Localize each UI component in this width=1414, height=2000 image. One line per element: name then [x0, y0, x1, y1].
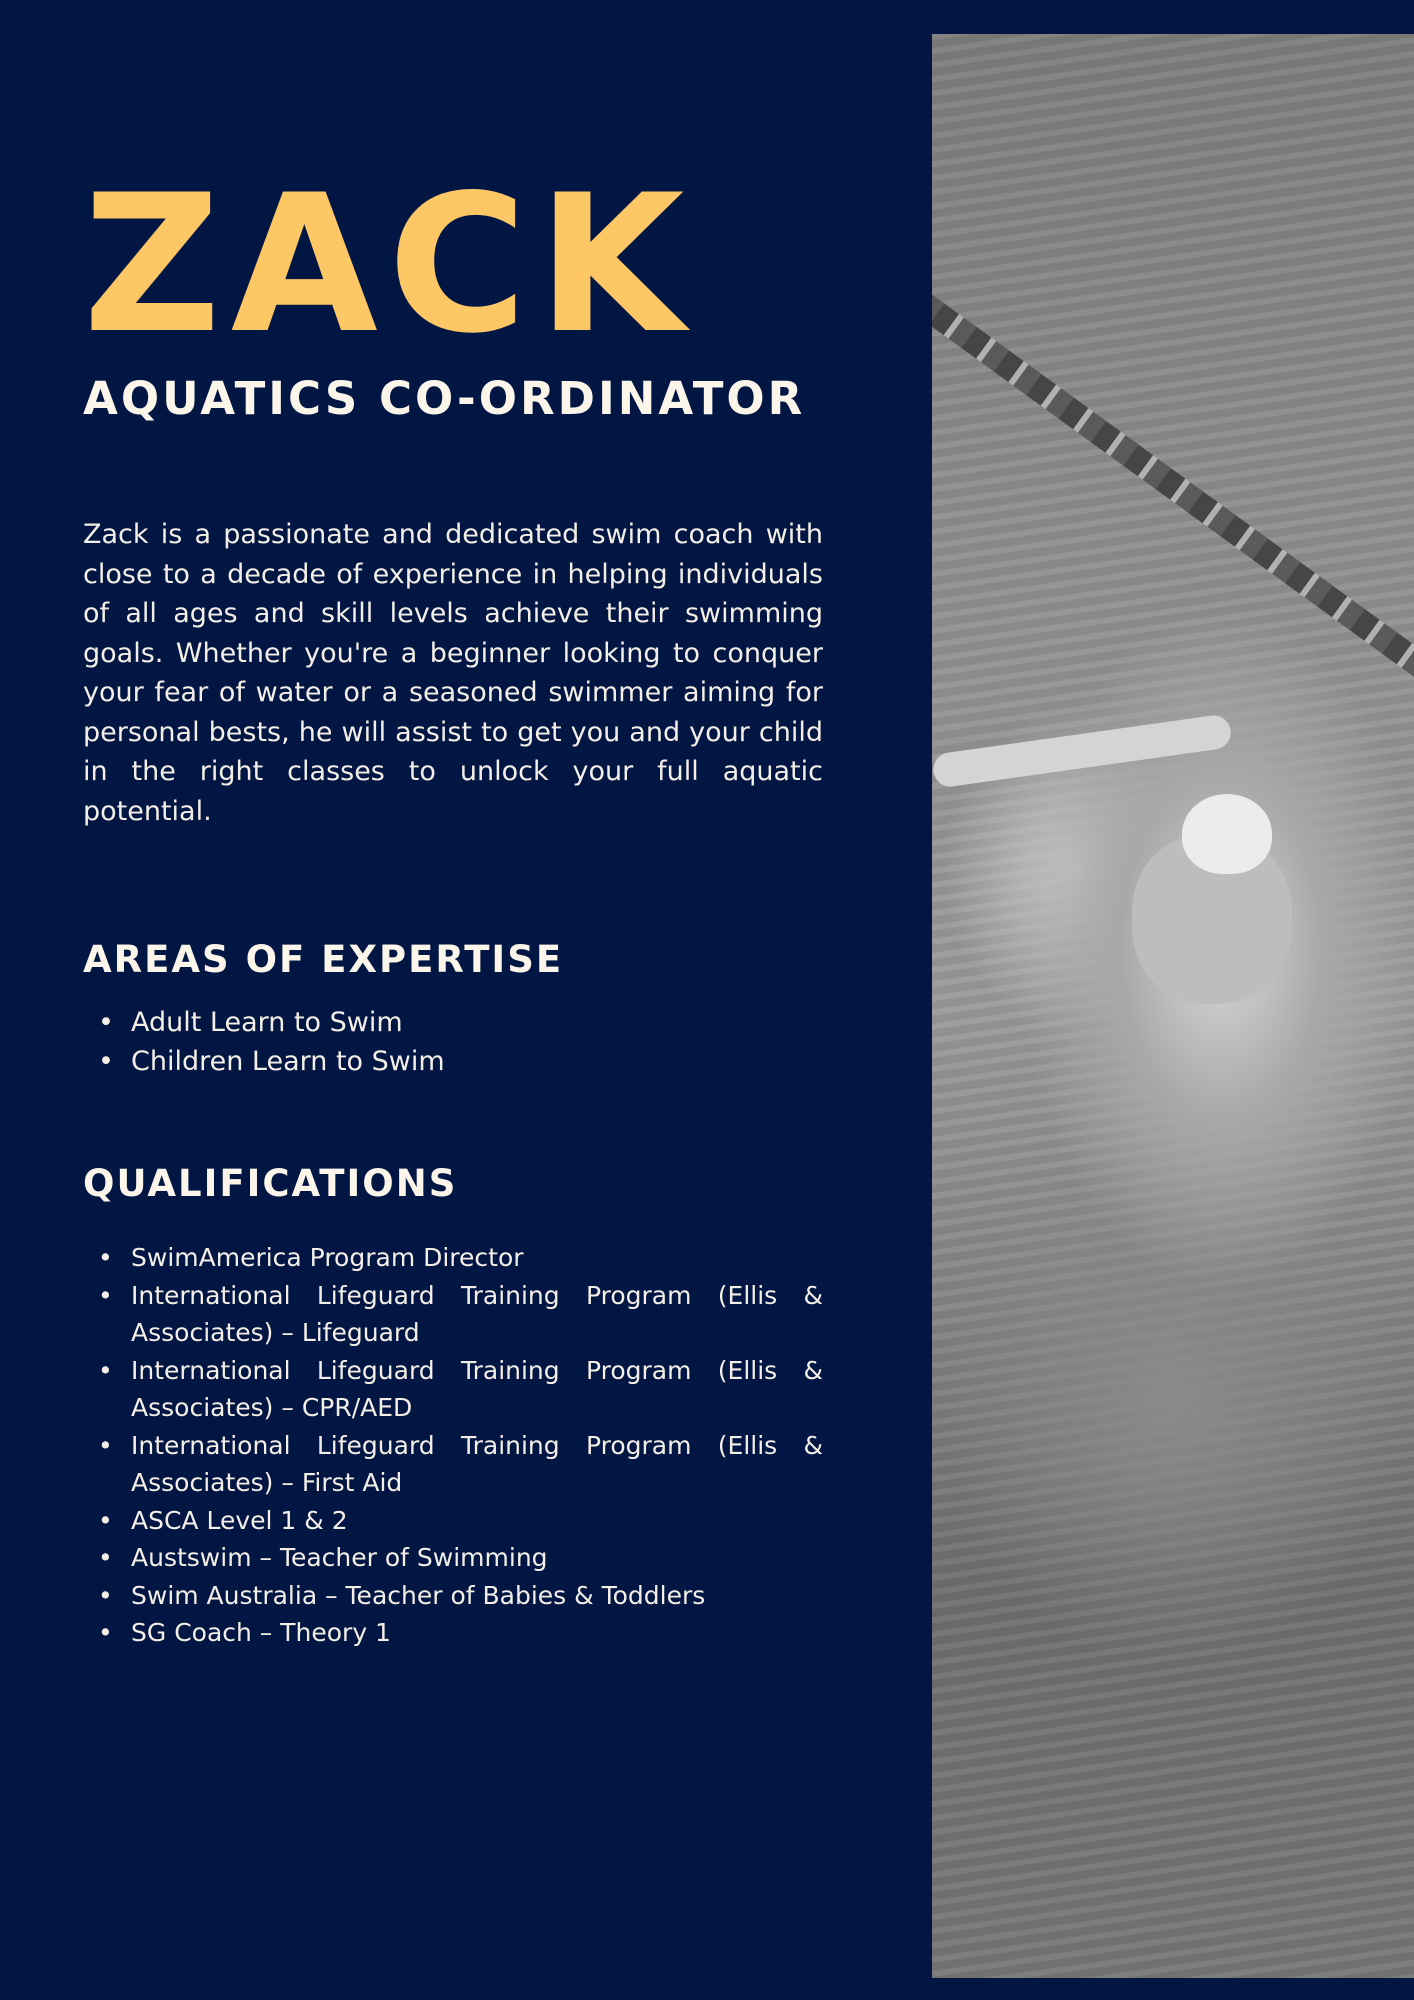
list-item: • SG Coach – Theory 1 — [83, 1614, 823, 1652]
expertise-list — [83, 1003, 823, 1081]
qualifications-heading: QUALIFICATIONS — [83, 1162, 458, 1205]
coach-name: ZACK — [83, 154, 695, 375]
list-item: • Swim Australia – Teacher of Babies & Toddlers — [83, 1577, 823, 1615]
swim-cap — [1182, 794, 1272, 874]
list-item: • International Lifeguard Training Program (Ellis & Associates) – Lifeguard — [83, 1277, 823, 1352]
list-item: • International Lifeguard Training Program (Ellis & Associates) – First Aid — [83, 1427, 823, 1502]
swimmer-arm — [932, 713, 1233, 788]
expertise-heading: AREAS OF EXPERTISE — [83, 938, 564, 981]
coach-bio: Zack is a passionate and dedicated swim coach with close to a decade of experience in helping individuals of all ages and skill levels achieve their swimming goals. Whether you're a beginner looking to conquer your fear of water or a seasoned swimmer aiming for personal bests, he will assist to get you and your child in the right classes to unlock your full aquatic potential. — [83, 519, 823, 827]
swimmer-photo — [932, 34, 1414, 1978]
list-item: • Children Learn to Swim — [83, 1042, 823, 1081]
qualifications-list — [83, 1239, 823, 1652]
list-item: • Austswim – Teacher of Swimming — [83, 1539, 823, 1577]
lane-rope — [932, 256, 1414, 724]
coach-role: AQUATICS CO-ORDINATOR — [83, 372, 806, 425]
list-item: • Adult Learn to Swim — [83, 1003, 823, 1042]
list-item: • ASCA Level 1 & 2 — [83, 1502, 823, 1540]
list-item: • International Lifeguard Training Program (Ellis & Associates) – CPR/AED — [83, 1352, 823, 1427]
list-item: • SwimAmerica Program Director — [83, 1239, 823, 1277]
